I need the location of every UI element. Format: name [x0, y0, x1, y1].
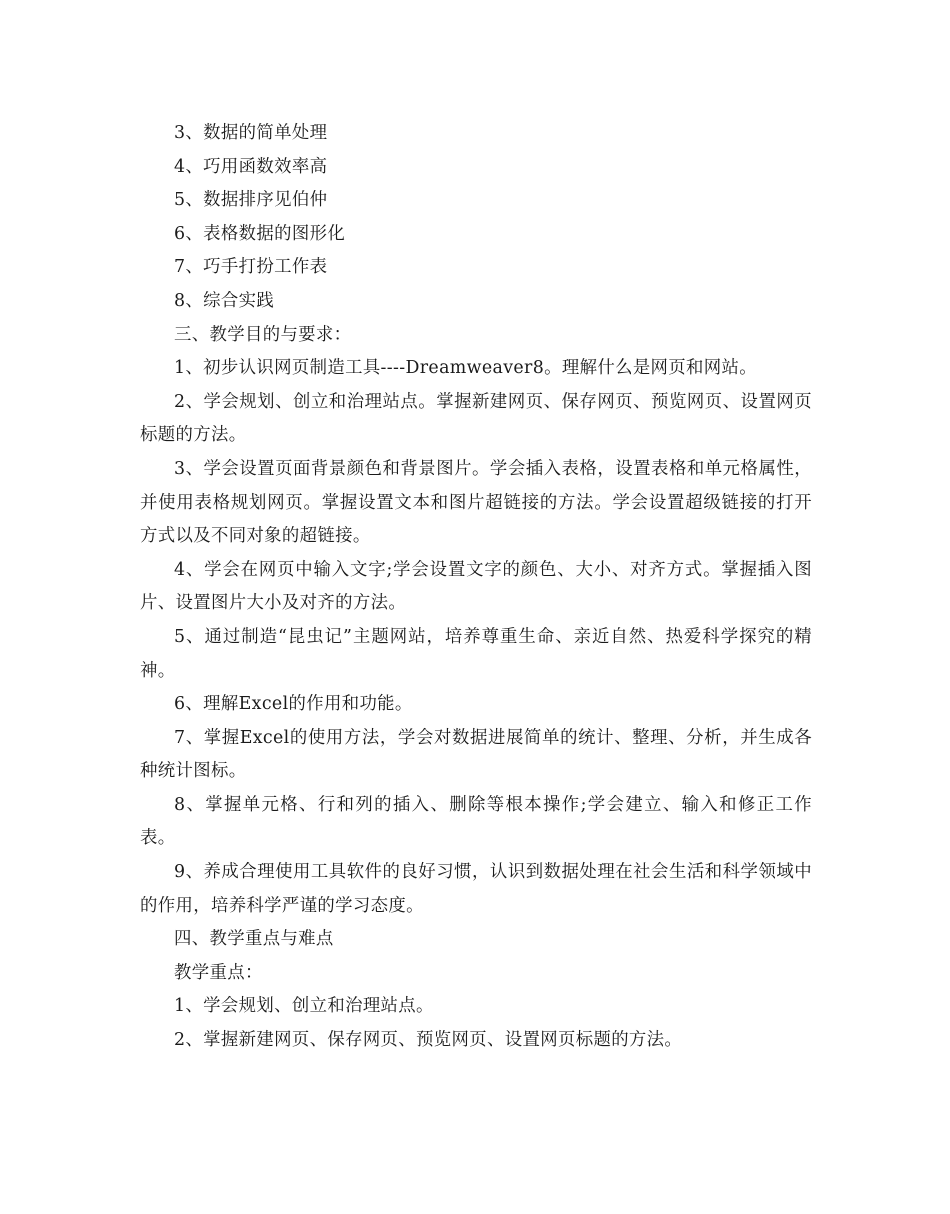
- objective-item-8: 8、掌握单元格、行和列的插入、删除等根本操作;学会建立、输入和修正工作表。: [140, 794, 812, 849]
- objective-item-7: 7、掌握Excel的使用方法，学会对数据进展简单的统计、整理、分析，并生成各种统计图标。: [140, 727, 812, 782]
- paragraph-list-item-3: 3、数据的简单处理: [174, 123, 328, 143]
- objective-item-4: 4、学会在网页中输入文字;学会设置文字的颜色、大小、对齐方式。掌握插入图片、设置图片大小及对齐的方法。: [140, 559, 812, 614]
- objective-item-5: 5、通过制造“昆虫记”主题网站，培养尊重生命、亲近自然、热爱科学探究的精神。: [140, 626, 812, 681]
- section-heading-objectives: 三、教学目的与要求：: [174, 324, 352, 345]
- paragraph-list-item-4: 4、巧用函数效率高: [174, 156, 328, 177]
- objective-item-6: 6、理解Excel的作用和功能。: [174, 694, 413, 715]
- key-point-item-1: 1、学会规划、创立和治理站点。: [174, 996, 434, 1017]
- document-body: [140, 117, 812, 1058]
- objective-item-3: 3、学会设置页面背景颜色和背景图片。学会插入表格，设置表格和单元格属性，并使用表格规划网页。掌握设置文本和图片超链接的方法。学会设置超级链接的打开方式以及不同对象的超链接。: [140, 458, 812, 547]
- objective-item-9: 9、养成合理使用工具软件的良好习惯，认识到数据处理在社会生活和科学领域中的作用，培养科学严谨的学习态度。: [140, 862, 812, 916]
- objective-item-2: 2、学会规划、创立和治理站点。掌握新建网页、保存网页、预览网页、设置网页标题的方法。: [140, 391, 812, 446]
- paragraph-list-item-6: 6、表格数据的图形化: [174, 223, 346, 244]
- paragraph-list-item-5: 5、数据排序见伯仲: [174, 190, 328, 211]
- objective-item-1: 1、初步认识网页制造工具----Dreamweaver8。理解什么是网页和网站。: [174, 358, 758, 379]
- subheading-key-points: 教学重点：: [174, 962, 263, 983]
- paragraph-list-item-8: 8、综合实践: [174, 290, 275, 311]
- paragraph-list-item-7: 7、巧手打扮工作表: [174, 257, 328, 278]
- section-heading-key-points: 四、教学重点与难点: [174, 929, 334, 950]
- key-point-item-2: 2、掌握新建网页、保存网页、预览网页、设置网页标题的方法。: [174, 1030, 683, 1051]
